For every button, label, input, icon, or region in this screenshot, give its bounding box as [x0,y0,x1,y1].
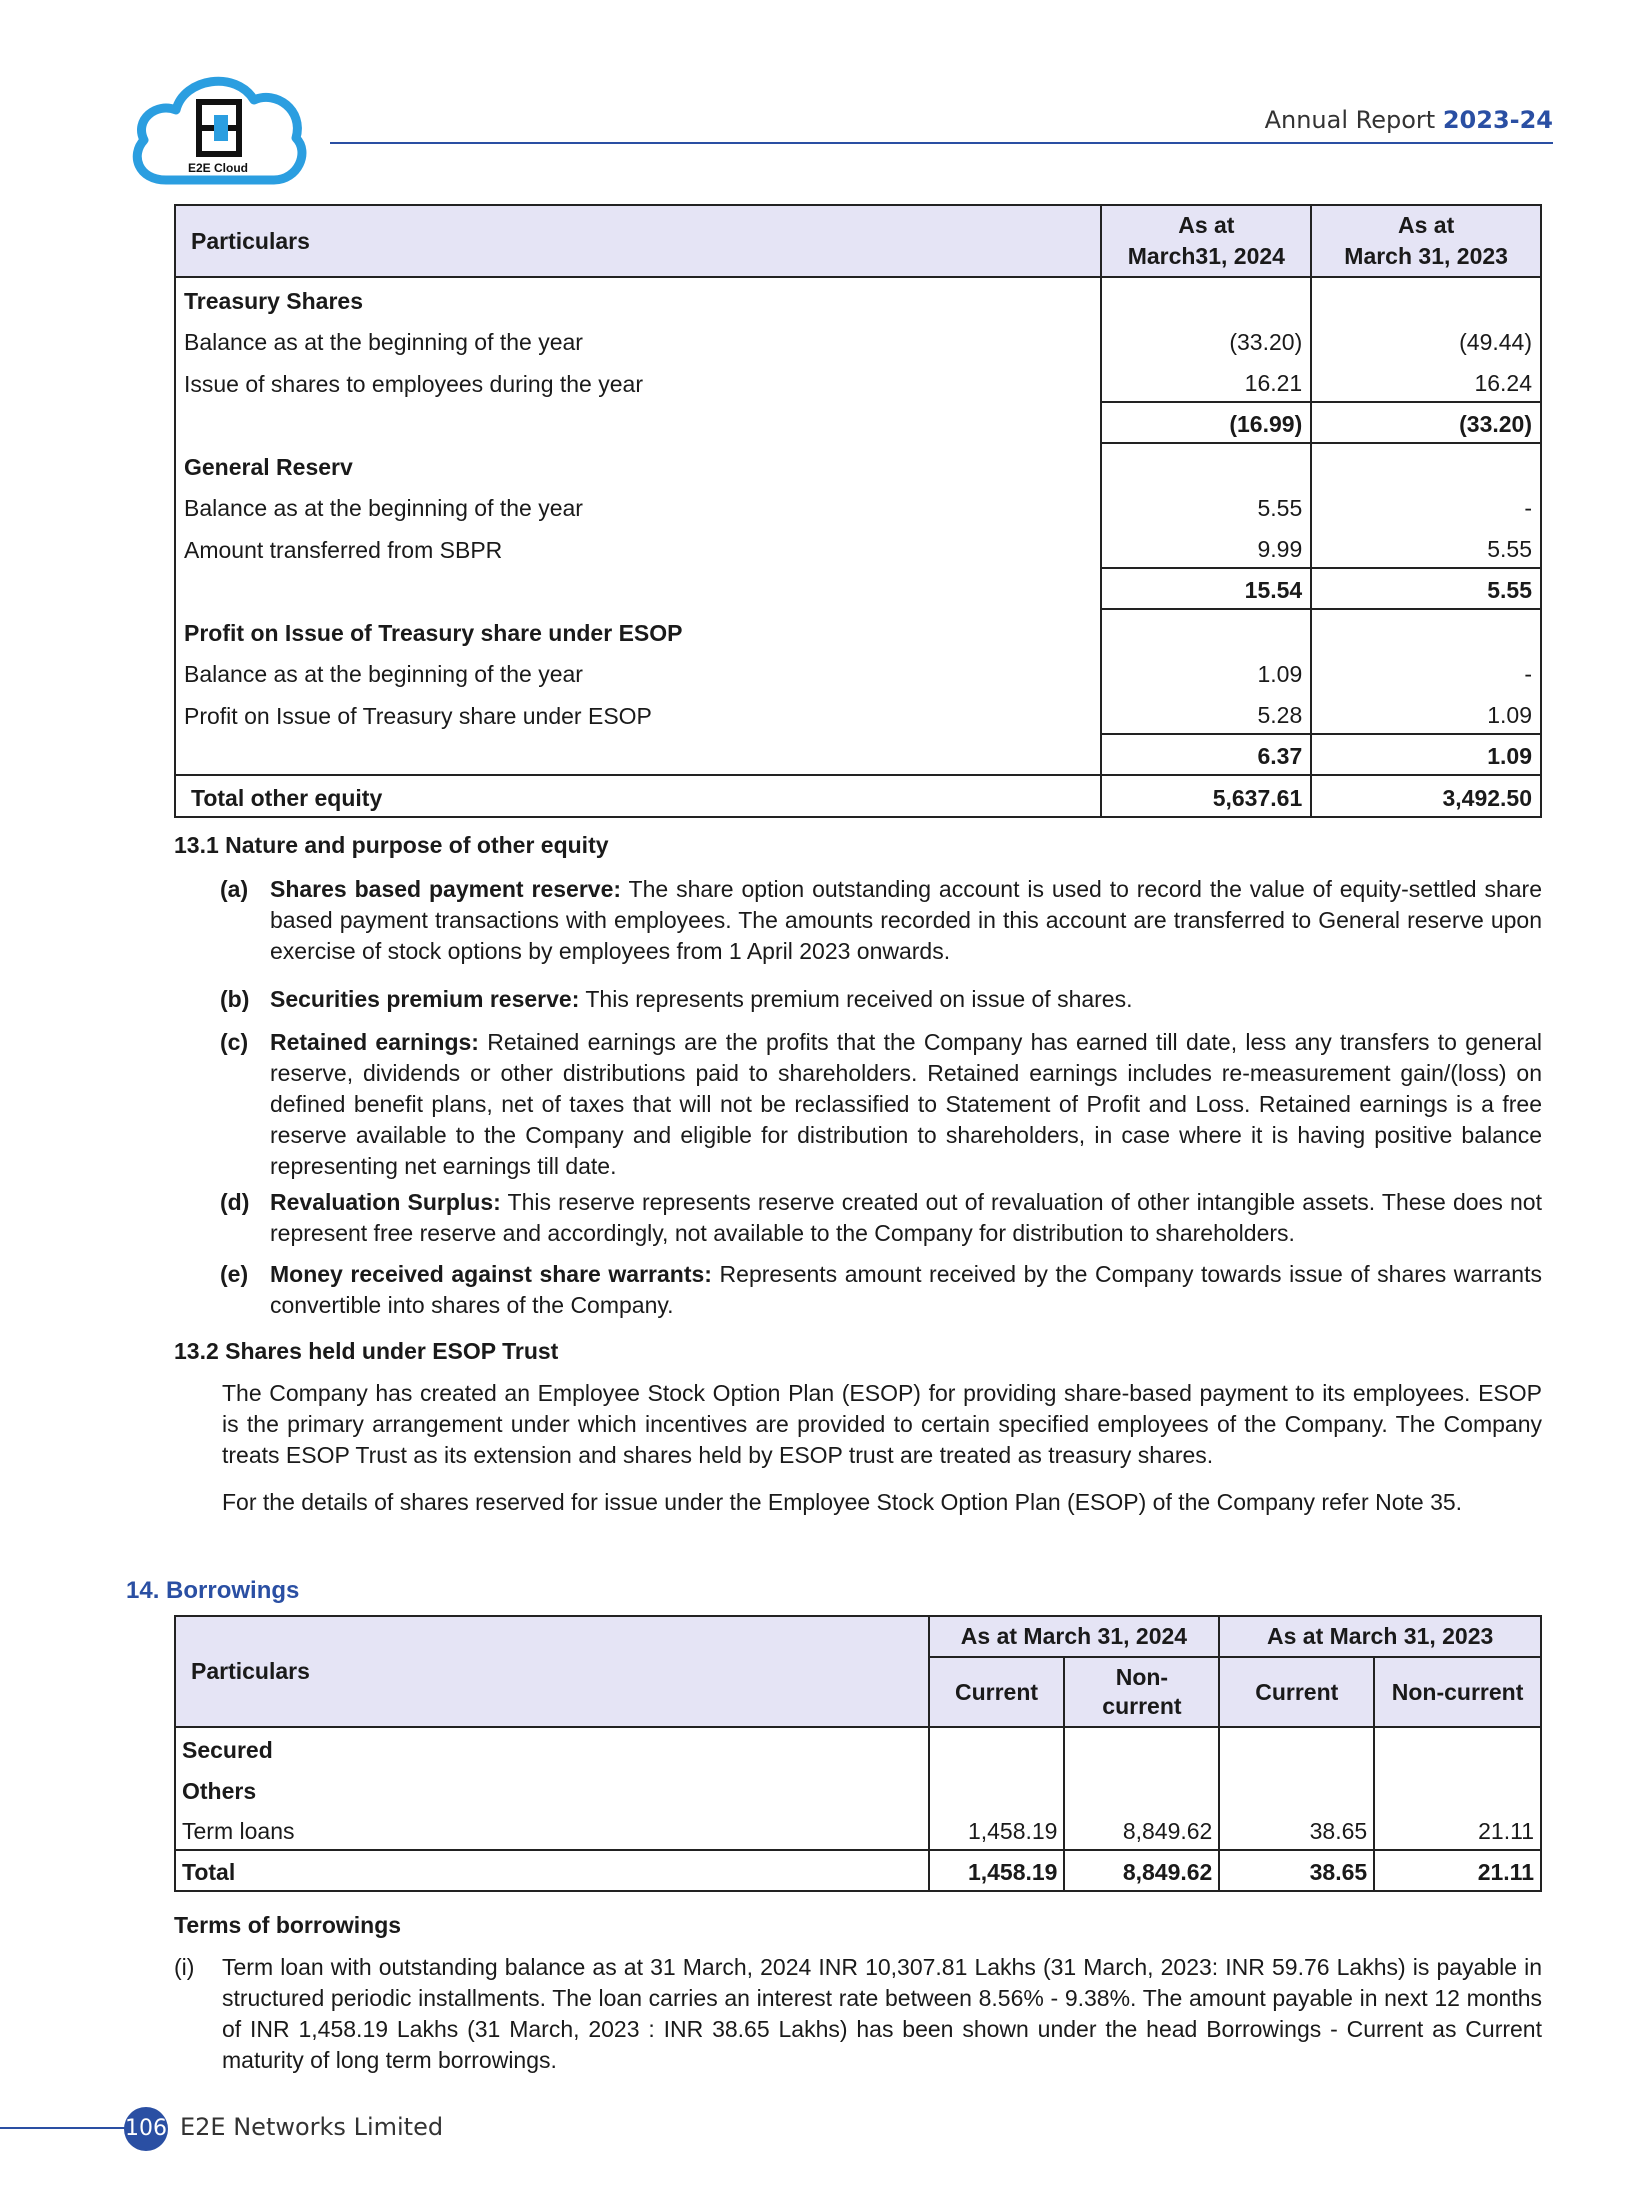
note-item [220,1187,1542,1249]
note-item-text: Retained earnings are the profits that the Company has earned till date, less any transfers to general reserve, dividends or other distributions paid to shareholders. Retained earnings includes re-measurement gain/(loss) on defined benefit plans, net of taxes that will not be reclassified to Statement of Profit and Loss. Retained earnings is a free reserve available to the Company and eligible for distribution to shareholders, in case where it is having positive balance representing net earnings till date. [270,1029,1542,1179]
table-row [175,734,1541,776]
note-14-heading: 14. Borrowings [126,1577,300,1604]
value-2023: 16.24 [1311,360,1541,402]
value-2023: 5.55 [1311,568,1541,610]
value-2024: 6.37 [1101,734,1311,776]
current-2023 [1219,1727,1374,1768]
value-2023: - [1311,651,1541,693]
table-row [175,485,1541,527]
table-row [175,360,1541,402]
note-item-label: (a) [220,876,249,902]
current-2024: 1,458.19 [929,1850,1065,1891]
row-label: Balance as at the beginning of the year [175,485,1101,527]
value-2023: 1.09 [1311,692,1541,734]
other-equity-table [174,204,1542,818]
row-label: Balance as at the beginning of the year [175,319,1101,361]
table-row [175,402,1541,444]
note-item-label: (d) [220,1189,250,1215]
value-2023 [1311,443,1541,485]
note-item-title: Revaluation Surplus: [270,1189,501,1215]
current-2024 [929,1768,1065,1809]
note-item-label: (e) [220,1261,249,1287]
company-logo [126,60,310,188]
col-header-2023: As at March 31, 2023 [1311,205,1541,277]
borrowings-table [174,1615,1542,1892]
col-header-particulars: Particulars [175,205,1101,277]
row-label: General Reserv [175,443,1101,485]
row-label: Total other equity [175,775,1101,817]
row-label [175,402,1101,444]
row-label: Term loans [175,1809,929,1850]
current-2023 [1219,1768,1374,1809]
footer-rule [0,2127,130,2129]
current-2023: 38.65 [1219,1809,1374,1850]
noncurrent-2023: 21.11 [1374,1850,1541,1891]
note-item [220,1027,1542,1182]
table-row [175,609,1541,651]
value-2024: 16.21 [1101,360,1311,402]
borrowings-col-current-2024: Current [929,1657,1065,1727]
terms-of-borrowings-heading: Terms of borrowings [174,1912,402,1938]
table-row [175,1809,1541,1850]
note-item-text: This reserve represents reserve created out of revaluation of other intangible assets. These does not represent free reserve and accordingly, not available to the Company for distribution to shareholders. [270,1189,1542,1246]
value-2023: (49.44) [1311,319,1541,361]
value-2024: 5,637.61 [1101,775,1311,817]
value-2023 [1311,609,1541,651]
note-item-text: Represents amount received by the Company towards issue of shares warrants convertible into shares of the Company. [270,1261,1542,1318]
borrowings-col-current-2023: Current [1219,1657,1374,1727]
noncurrent-2024: 8,849.62 [1064,1850,1219,1891]
row-label [175,568,1101,610]
note-item [220,874,1542,967]
row-label: Treasury Shares [175,277,1101,319]
value-2024 [1101,609,1311,651]
borrowings-table-body [175,1727,1541,1891]
note-item-title: Securities premium reserve: [270,986,580,1012]
note-item-label: (c) [220,1029,249,1055]
table-row [175,775,1541,817]
report-year: 2023-24 [1442,106,1553,134]
footer-company-name: E2E Networks Limited [180,2113,444,2141]
note-item [220,1259,1542,1321]
value-2023 [1311,277,1541,319]
table-row [175,651,1541,693]
value-2024 [1101,443,1311,485]
table-row [175,319,1541,361]
logo-text: E2E Cloud [187,161,248,175]
note-item-title: Money received against share warrants: [270,1261,712,1287]
value-2024: 5.55 [1101,485,1311,527]
other-equity-table-body [175,277,1541,817]
row-label: Issue of shares to employees during the year [175,360,1101,402]
row-label: Total [175,1850,929,1891]
note-item-text: The share option outstanding account is used to record the value of equity-settled share based payment transactions with employees. The amounts recorded in this account are transferred to General reserve upon exercise of stock options by employees from 1 April 2023 onwards. [270,876,1542,964]
value-2024 [1101,277,1311,319]
noncurrent-2024 [1064,1727,1219,1768]
note-item [220,984,1542,1015]
header-rule [330,142,1553,144]
value-2023: 3,492.50 [1311,775,1541,817]
value-2024: 9.99 [1101,526,1311,568]
value-2024: 5.28 [1101,692,1311,734]
note-item-text: This represents premium received on issue of shares. [579,986,1133,1012]
table-row [175,1727,1541,1768]
table-row [175,568,1541,610]
row-label: Secured [175,1727,929,1768]
value-2024: (16.99) [1101,402,1311,444]
noncurrent-2023 [1374,1768,1541,1809]
row-label: Profit on Issue of Treasury share under ESOP [175,692,1101,734]
noncurrent-2024: 8,849.62 [1064,1809,1219,1850]
borrowings-col-noncurrent-2023: Non-current [1374,1657,1541,1727]
value-2024: 1.09 [1101,651,1311,693]
borrowings-col-particulars: Particulars [175,1616,929,1727]
row-label: Others [175,1768,929,1809]
note-13-2-paragraph-2: For the details of shares reserved for issue under the Employee Stock Option Plan (ESOP) of the Company refer Note 35. [222,1489,1463,1515]
table-row [175,526,1541,568]
value-2024: (33.20) [1101,319,1311,361]
note-item-title: Shares based payment reserve: [270,876,622,902]
col-header-2024: As at March31, 2024 [1101,205,1311,277]
table-row [175,692,1541,734]
value-2023: (33.20) [1311,402,1541,444]
borrowings-col-noncurrent-2024: Non- current [1064,1657,1219,1727]
value-2023: - [1311,485,1541,527]
term-i-text: Term loan with outstanding balance as at 31 March, 2024 INR 10,307.81 Lakhs (31 March, 2023: INR 59.76 Lakhs) is payable in structured periodic installments. The loan carries an interest rate between 8.56% - 9.38%. The amount payable in next 12 months of INR 1,458.19 Lakhs (31 March, 2023 : INR 38.65 Lakhs) has been shown under the head Borrowings - Current as Current maturity of long term borrowings. [222,1954,1542,2073]
note-13-2-heading: 13.2 Shares held under ESOP Trust [174,1338,559,1364]
table-row [175,1768,1541,1809]
note-13-2-paragraph-1: The Company has created an Employee Stock Option Plan (ESOP) for providing share-based payment to its employees. ESOP is the primary arrangement under which incentives are provided to certain specified employees of the Company. The Company treats ESOP Trust as its extension and shares held by ESOP trust are treated as treasury shares. [222,1380,1542,1468]
table-row [175,1850,1541,1891]
value-2023: 5.55 [1311,526,1541,568]
borrowings-group-2024: As at March 31, 2024 [929,1616,1220,1657]
term-i-label: (i) [174,1954,195,1980]
row-label [175,734,1101,776]
row-label: Balance as at the beginning of the year [175,651,1101,693]
current-2024 [929,1727,1065,1768]
noncurrent-2024 [1064,1768,1219,1809]
table-row [175,443,1541,485]
value-2024: 15.54 [1101,568,1311,610]
row-label: Amount transferred from SBPR [175,526,1101,568]
current-2024: 1,458.19 [929,1809,1065,1850]
noncurrent-2023: 21.11 [1374,1809,1541,1850]
note-item-title: Retained earnings: [270,1029,479,1055]
borrowings-group-2023: As at March 31, 2023 [1219,1616,1541,1657]
row-label: Profit on Issue of Treasury share under ESOP [175,609,1101,651]
current-2023: 38.65 [1219,1850,1374,1891]
report-title: Annual Report 2023-24 [1264,106,1553,134]
table-row [175,277,1541,319]
note-13-1-heading: 13.1 Nature and purpose of other equity [174,832,609,858]
note-item-label: (b) [220,986,250,1012]
value-2023: 1.09 [1311,734,1541,776]
noncurrent-2023 [1374,1727,1541,1768]
page-number: 106 [124,2107,168,2151]
